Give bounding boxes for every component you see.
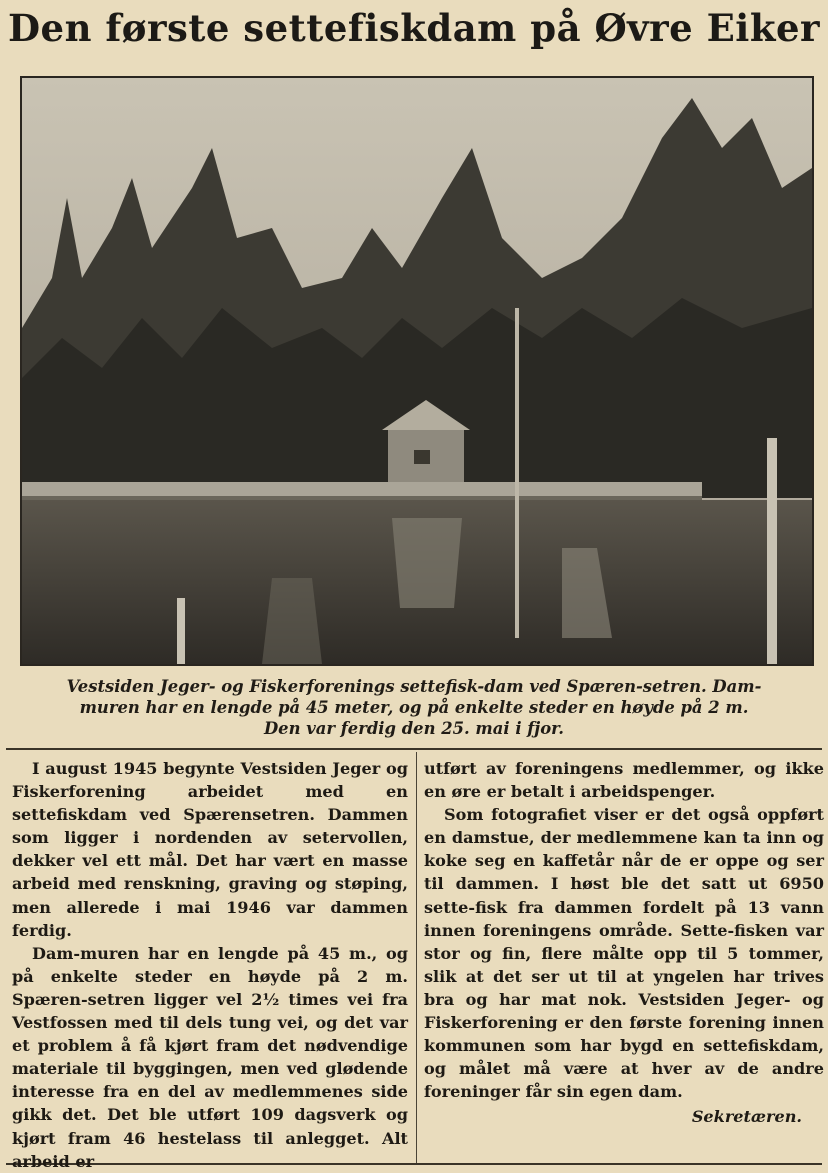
- top-rule: [6, 748, 822, 750]
- caption-line-3: Den var ferdig den 25. mai i fjor.: [263, 719, 565, 738]
- photo-illustration: [22, 78, 812, 664]
- signature: Sekretæren.: [691, 1107, 802, 1127]
- column-divider: [416, 752, 417, 1164]
- paragraph-1: I august 1945 begynte Vestsiden Jeger og Fiskerforening arbeidet med en settefiskdam ved Spærensetren. Dammen som ligger i nordenden av setervollen, dekker vel ett mål. Det har vært en masse arbeid med renskning, graving og støping, men allerede i mai 1946 var dammen ferdig.: [12, 759, 408, 940]
- caption-line-1: Vestsiden Jeger- og Fiskerforenings settefisk-dam ved Spæren-setren. Dam-: [66, 677, 762, 696]
- headline: Den første settefiskdam på Øvre Eiker: [7, 6, 821, 50]
- caption-line-2: muren har en lengde på 45 meter, og på enkelte steder en høyde på 2 m.: [79, 698, 749, 717]
- photo-caption: [10, 676, 818, 739]
- paragraph-2: Dam-muren har en lengde på 45 m., og på enkelte steder en høyde på 2 m. Spæren-setren ligger vel 2½ times vei fra Vestfossen med til dels tung vei, og det var et problem å få kjørt fram det nødvendige materiale til byggingen, men ved glødende interesse fra en del av medlemmenes side gikk det. Det ble utført 109 dagsverk og kjørt fram 46 hestelass til anlegget. Alt arbeid er: [12, 943, 408, 1171]
- article-left-column: [12, 757, 408, 1173]
- paragraph-2-continued: utført av foreningens medlemmer, og ikke en øre er betalt i arbeidspenger.: [424, 759, 824, 802]
- article-right-column: [424, 757, 824, 1129]
- photo-pond-forest: [20, 76, 814, 666]
- paragraph-3: Som fotografiet viser er det også oppført en damstue, der medlemmene kan ta inn og koke seg en kaffetår når de er oppe og ser til dammen. I høst ble det satt ut 6950 sette-fisk fra dammen fordelt på 13 vann innen foreningens område. Sette-fisken var stor og fin, flere målte opp til 5 tommer, slik at det ser ut til at yngelen har trives bra og har mat nok. Vestsiden Jeger- og Fiskerforening er den første forening innen kommunen som har bygd en settefiskdam, og målet må være at hver av de andre foreninger får sin egen dam.: [424, 805, 824, 1102]
